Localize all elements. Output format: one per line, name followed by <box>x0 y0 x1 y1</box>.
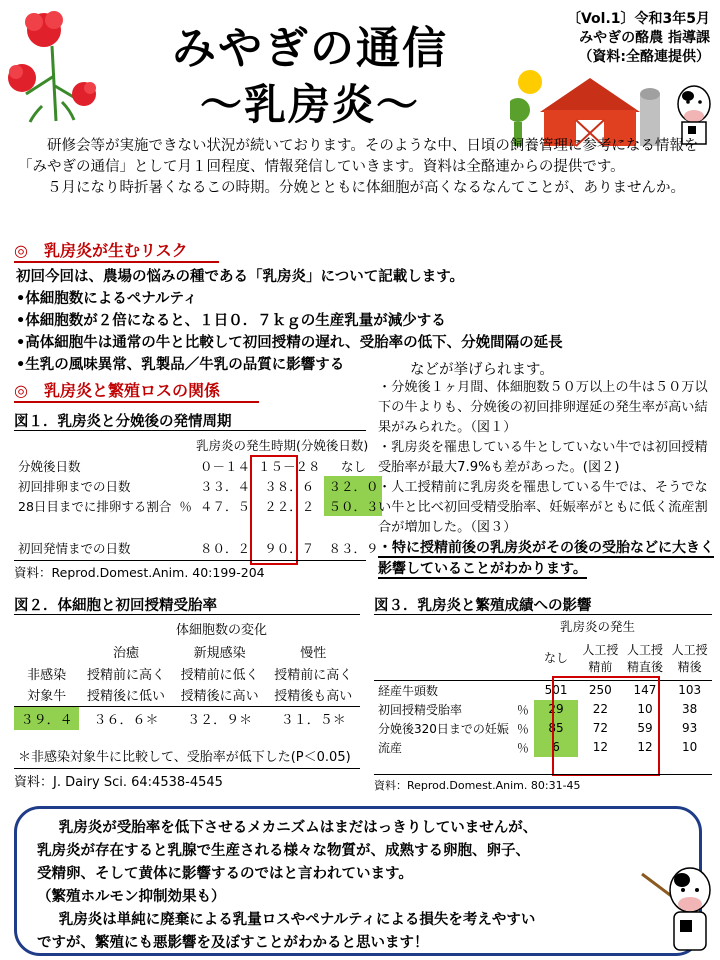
intro-text <box>18 136 718 199</box>
fig3-col-header: 人工授精直後 <box>626 642 663 674</box>
fig2-col-desc: 授精前に高く <box>87 667 166 683</box>
fig1-cell: ９０．７ <box>264 541 315 556</box>
callout-line: 受精卵、そして黄体に影響するのではと言われています。 <box>37 866 413 882</box>
risk-bullet: •高体細胞牛は通常の牛と比較して初回授精の遅れ、受胎率の低下、分娩間隔の延長 <box>16 335 563 351</box>
fig3-cell: 38 <box>682 702 698 716</box>
fig1-highlight-box <box>250 455 298 565</box>
callout-line: 乳房炎が存在すると乳腺で生産される様々な物質が、成熟する卵胞、卵子、 <box>37 843 530 859</box>
fig2-col-header: 治癒 <box>113 645 140 661</box>
fig1-cell: ３３．４ <box>199 479 250 494</box>
fig2-table <box>14 640 360 730</box>
fig1-cell-highlight: ５０．３ <box>324 496 382 516</box>
section1-lead: 初回今回は、農場の悩みの種である「乳房炎」について記載します。 <box>16 269 465 285</box>
risk-bullet: •生乳の風味異常、乳製品／牛乳の品質に影響する <box>16 357 345 373</box>
fig2-rule <box>14 614 360 615</box>
fig1-source: 資料：Reprod.Domest.Anim. 40:199-204 <box>14 560 366 581</box>
source-credit: （資料:全酪連提供） <box>578 49 710 65</box>
organization: みやぎの酪農 指導課 <box>579 30 710 46</box>
fig3-col-header: なし <box>544 651 569 666</box>
callout-line: 乳房炎が受胎率を低下させるメカニズムはまだはっきりしていませんが、 <box>58 820 538 836</box>
fig1-caption: 図１．乳房炎と分娩後の発情周期 <box>14 414 232 430</box>
fig2-col-desc: 授精前に低く <box>180 667 259 683</box>
fig2-cell: ３６．６＊ <box>93 712 159 728</box>
fig3-cell-highlight: 29 <box>534 700 578 719</box>
fig1-rule <box>14 430 366 431</box>
section1-heading: ◎ 乳房炎が生むリスク <box>14 238 219 263</box>
fig3-row-label: 分娩後320日までの妊娠 <box>378 721 509 736</box>
intro-paragraph: 研修会等が実施できない状況が続いております。そのような中、日頃の飼養管理に参考になる情報を「みやぎの通信」として月１回程度、情報発信していきます。資料は全酪連からの提供です。 <box>18 138 699 175</box>
carnation-illustration <box>4 6 104 124</box>
fig3-cell: 22 <box>592 702 608 716</box>
fig2-footnote: ＊非感染対象牛に比較して、受胎率が低下した(P＜0.05) <box>18 750 351 765</box>
intro-paragraph: ５月になり時折暑くなるこの時期。分娩とともに体細胞が高くなるなんてことが、ありませんか。 <box>47 180 685 196</box>
fig3-cell: 147 <box>633 683 657 697</box>
fig1-table <box>14 456 382 558</box>
section2-heading: ◎ 乳房炎と繁殖ロスの関係 <box>14 378 259 403</box>
risk-bullet: •体細胞数が２倍になると、１日０．７ｋｇの生産乳量が減少する <box>16 313 446 329</box>
fig1-row-unit <box>175 476 196 496</box>
fig2-cell: ３２．９＊ <box>187 712 253 728</box>
fig2-col-desc: 授精後も高い <box>274 689 353 705</box>
summary-callout <box>14 806 702 956</box>
fig3-cell: 501 <box>544 683 568 697</box>
fig2-base-label: 非感染 <box>27 667 67 683</box>
fig3-cell: 59 <box>637 721 653 735</box>
fig3-cell: 10 <box>637 702 653 716</box>
fig1-row-label: 初回排卵までの日数 <box>18 479 131 494</box>
fig1-cell: ３８．６ <box>264 479 315 494</box>
fig3-row-label: 流産 <box>378 740 403 755</box>
fig2-cell: ３１．５＊ <box>280 712 346 728</box>
fig3-table <box>374 636 712 757</box>
fig3-cell: 72 <box>592 721 608 735</box>
fig1-col-header: ０－１４ <box>199 459 250 474</box>
fig3-row-unit: ％ <box>516 721 529 736</box>
fig3-cell: 250 <box>588 683 612 697</box>
fig-notes <box>378 378 716 580</box>
note-item: ・人工授精前に乳房炎を罹患している牛では、そうでない牛と比べ初回受精受胎率、妊娠率がともに低く流産割合が増加した。（図３） <box>378 480 708 535</box>
fig1-row-label: 初回発情までの日数 <box>18 541 131 556</box>
fig1-cell-highlight: ３２．０ <box>324 476 382 496</box>
callout-line: ですが、繁殖にも悪影響を及ぼすことがわかると思います！ <box>37 935 429 951</box>
fig2-col-desc: 授精後に低い <box>87 689 166 705</box>
fig3-cell: 12 <box>592 740 608 754</box>
volume-date: 〔Vol.1〕令和3年5月 <box>566 11 710 27</box>
title-line1: みやぎの通信 <box>172 23 448 74</box>
fig1-col-header: なし <box>340 459 366 474</box>
fig3-caption: 図３．乳房炎と繁殖成績への影響 <box>374 598 592 614</box>
fig1-row-label-header: 分娩後日数 <box>18 459 81 474</box>
fig2-col-desc: 授精後に高い <box>180 689 259 705</box>
fig3-cell: 12 <box>637 740 653 754</box>
title-line2: ～乳房炎～ <box>199 80 420 129</box>
fig1-row-label: 28日目までに排卵する割合 <box>18 499 172 514</box>
fig3-rule <box>374 614 712 615</box>
callout-line: （繁殖ホルモン抑制効果も） <box>37 889 226 905</box>
note-conclusion: ・特に授精前後の乳房炎がその後の受胎などに大きく影響していることがわかります。 <box>378 540 714 577</box>
fig2-base-label: 対象牛 <box>27 689 67 705</box>
section1-tail: などが挙げられます。 <box>410 362 554 378</box>
note-item: ・乳房炎を罹患している牛としていない牛では初回授精受胎率が最大7.9%も差があった。(図２) <box>378 440 708 475</box>
fig3-group-header: 乳房炎の発生 <box>560 619 636 634</box>
fig3-cell: 103 <box>678 683 702 697</box>
fig1-cell: ８３．９ <box>328 541 379 556</box>
fig3-source: 資料：Reprod.Domest.Anim. 80:31-45 <box>374 774 712 793</box>
fig3-row-label: 初回授精受胎率 <box>378 702 463 717</box>
fig2-base-value: ３９．４ <box>14 706 79 730</box>
fig3-highlight-box <box>552 676 660 776</box>
cow-pointer-illustration <box>640 856 718 956</box>
fig3-row-label: 経産牛頭数 <box>378 683 439 698</box>
fig1-row-unit: ％ <box>179 499 192 514</box>
fig3-cell-highlight: 6 <box>534 738 578 757</box>
fig1-group-header: 乳房炎の発生時期(分娩後日数) <box>196 438 369 453</box>
fig2-caption: 図２．体細胞と初回授精受胎率 <box>14 598 217 614</box>
fig3-cell: 93 <box>682 721 698 735</box>
section1-body <box>16 266 706 376</box>
note-item: ・分娩後１ヶ月間、体細胞数５０万以上の牛は５０万以下の牛よりも、分娩後の初回排卵遅延の発生率が高い結果がみられた。（図１） <box>378 380 708 435</box>
header-meta <box>567 10 710 67</box>
fig3-row-unit: ％ <box>516 702 529 717</box>
fig3-row-unit <box>513 680 534 700</box>
fig3-cell: 10 <box>682 740 698 754</box>
fig2-col-desc: 授精前に高く <box>274 667 353 683</box>
fig1-col-header: １５－２８ <box>257 459 321 474</box>
fig3-row-unit: ％ <box>516 740 529 755</box>
fig3-col-header: 人工授精後 <box>671 642 708 674</box>
fig2-col-header: 慢性 <box>300 645 327 661</box>
fig3-col-header: 人工授精前 <box>582 642 619 674</box>
fig3-cell-highlight: 85 <box>534 719 578 738</box>
fig2-group-header: 体細胞数の変化 <box>176 623 268 638</box>
fig1-cell: ４７．５ <box>199 499 250 514</box>
fig1-cell: ２２．２ <box>264 499 315 514</box>
fig2-col-header: 新規感染 <box>193 645 246 661</box>
fig1-row-unit <box>175 538 196 558</box>
callout-line: 乳房炎は単純に廃棄による乳量ロスやペナルティによる損失を考えやすい <box>58 912 536 928</box>
fig2-source: 資料：J. Dairy Sci. 64:4538-4545 <box>14 768 360 790</box>
risk-bullet: •体細胞数によるペナルティ <box>16 291 198 307</box>
fig1-cell: ８０．２ <box>199 541 250 556</box>
